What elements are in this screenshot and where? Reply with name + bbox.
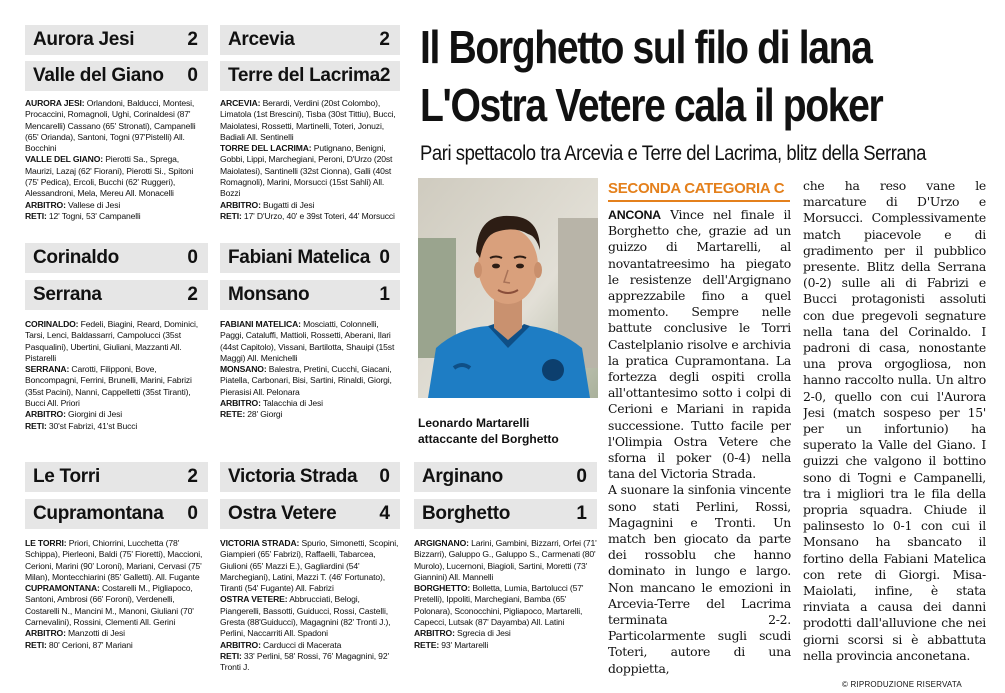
goals: RETI: 17' D'Urzo, 40' e 39st Toteri, 44' Morsucci <box>220 210 395 221</box>
away-score: 1 <box>379 284 390 305</box>
home-team: Victoria Strada <box>228 466 358 487</box>
article-paragraph: ANCONA Vince nel finale il Borghetto che, grazie ad un guizzo di Martarelli, al novantatreesimo ha piegato le resistenze dell'Argignano apprezzabile fino a quel momento. Sempre nelle battute conclusive le Torri Castelplanio risolve e archivia la pratica Cupramontana. La fortezza degli ospiti crolla all'ottantesimo sotto i colpi di Cerioni e Mariani in rapida successione. Tutto facile per l'Olimpia Ostra Vetere che sforna il poker (0-4) nella tana del Victoria Strada. <box>608 207 791 482</box>
goals: RETI: 12' Togni, 53' Campanelli <box>25 210 141 221</box>
home-score: 0 <box>187 247 198 268</box>
home-score-box <box>220 462 400 492</box>
caption-role: attaccante del Borghetto <box>418 432 559 446</box>
goals: RETE: 93' Martarelli <box>414 639 489 650</box>
lineup-away: MONSANO: Balestra, Pretini, Cucchi, Giacani, Piatella, Carbonari, Bisi, Sartini, Rinaldi, Giorgi, Pierasisi All. Pelonara <box>220 364 392 397</box>
home-score-box <box>25 462 208 492</box>
home-score-box <box>220 25 400 55</box>
match-details <box>25 319 208 445</box>
home-team: Corinaldo <box>33 247 119 268</box>
category-label: SECONDA CATEGORIA C <box>608 180 785 197</box>
away-score: 0 <box>187 65 198 86</box>
lineup-home: ARGIGNANO: Larini, Gambini, Bizzarri, Orfei (71' Bizzarri), Galuppo G., Galuppo S., Carmenati (80' Murolo), Lucernoni, Biagioli, Sartini, Moretti (73' Giannini) All. Mannelli <box>414 538 597 582</box>
goals: RETI: 30'st Fabrizi, 41'st Bucci <box>25 420 138 431</box>
referee: ARBITRO: Giorgini di Jesi <box>25 409 123 420</box>
dateline: ANCONA <box>608 208 661 222</box>
referee: ARBITRO: Manzotti di Jesi <box>25 628 125 639</box>
headline-line-2: L'Ostra Vetere cala il poker <box>420 79 883 131</box>
home-team: Arginano <box>422 466 503 487</box>
subheadline: Pari spettacolo tra Arcevia e Terre del Lacrima, blitz della Serrana <box>420 142 926 165</box>
away-team: Terre del Lacrima <box>228 65 380 86</box>
article-paragraph: A suonare la sinfonia vincente sono stati Perlini, Rossi, Magagnini e Tronti. Un match ben giocato da parte dei rossoblu che hanno dominato in lungo e largo. Non mancano le emozioni in Arcevia-Terre del Lacrima terminata 2-2. Particolarmente sugli scudi Toteri, autore di una doppietta, <box>608 482 791 676</box>
home-team: Arcevia <box>228 29 295 50</box>
referee: ARBITRO: Sgrecia di Jesi <box>414 628 511 639</box>
away-score-box <box>25 499 208 529</box>
lineup-away: TORRE DEL LACRIMA: Putignano, Benigni, Gobbi, Lippi, Marchegiani, Peroni, D'Urzo (20st Maiolatesi), Santinelli (32st Cionna), Galli (40st Romagnoli), Marini, Morsucci (15st Sahli) All. Bozzi <box>220 143 393 199</box>
referee: ARBITRO: Bugatti di Jesi <box>220 199 315 210</box>
home-score: 0 <box>379 466 390 487</box>
away-score-box <box>414 499 597 529</box>
away-team: Monsano <box>228 284 310 305</box>
article-paragraph: che ha reso vane le marcature di D'Urzo e Morsucci. Complessivamente match piacevole e di gradimento per il pubblico presente. Blitz della Serrana (0-2) sulle ali di Fabrizi e Bucci protagonisti assoluti con due pregevoli segnature nella tana del Corinaldo. I padroni di casa, nonostante una prova orgogliosa, non hanno raccolto nulla. Un altro 2-0, quello con cui l'Aurora Jesi (match sospeso per 15' per un infortunio) ha superato la Valle del Giano. I guizzi che valgono il bottino sono di Togni e Campanelli, tra i migliori tra le fila della propria squadra. Chiude il palinsesto lo 0-1 con cui il Monsano ha sbancato il fortino della Fabiani Matelica con rete di Giorgi. Misa-Maiolati, infine, è stata rinviata a causa dei danni prodotti dall'alluvione che nei giorni scorsi si è abbattuta nella provincia anconetana. <box>803 178 986 663</box>
copyright-notice: © RIPRODUZIONE RISERVATA <box>842 680 962 689</box>
photo-caption <box>418 415 608 447</box>
home-score: 0 <box>576 466 587 487</box>
goals: RETE: 28' Giorgi <box>220 409 283 420</box>
referee: ARBITRO: Vallese di Jesi <box>25 199 121 210</box>
referee: ARBITRO: Carducci di Macerata <box>220 639 342 650</box>
away-score: 2 <box>187 284 198 305</box>
goals: RETI: 80' Cerioni, 87' Mariani <box>25 639 133 650</box>
home-score: 2 <box>187 29 198 50</box>
referee: ARBITRO: Talacchia di Jesi <box>220 398 323 409</box>
away-score-box <box>25 280 208 310</box>
lineup-away: CUPRAMONTANA: Costarelli M., Pigliapoco, Santoni, Ambrosi (66' Foroni), Verdenelli, Costarelli N., Mancini M., Manoni, Giuliani (70' Carnevalini), Rossini, Clementi All. Gerini <box>25 583 194 628</box>
lineup-home: CORINALDO: Fedeli, Biagini, Reard, Dominici, Tarsi, Lenci, Baldassarri, Campolucci (35st Pasqualini), Ubertini, Giuliani, Mazzanti All. Pistarelli <box>25 319 198 363</box>
lineup-home: ARCEVIA: Berardi, Verdini (20st Colombo), Limatola (1st Brescini), Tisba (30st Tittiu), Bucci, Maiolatesi, Rossetti, Martinelli, Toteri, Jonuzi, Badiali All. Sentinelli <box>220 98 396 142</box>
home-team: Le Torri <box>33 466 100 487</box>
away-team: Serrana <box>33 284 102 305</box>
lineup-away: SERRANA: Carotti, Filipponi, Bove, Boncompagni, Ferrini, Brunelli, Marini, Fabrizi (35st Pacini), Nanni, Cappelletti (35st Tiranti), Bucci All. Priori <box>25 364 192 409</box>
away-team: Borghetto <box>422 503 511 524</box>
article-column-2 <box>803 178 986 678</box>
home-team: Fabiani Matelica <box>228 247 370 268</box>
headline-line-1: Il Borghetto sul filo di lana <box>420 21 872 73</box>
away-team: Cupramontana <box>33 503 164 524</box>
away-score-box <box>25 61 208 91</box>
away-team: Valle del Giano <box>33 65 164 86</box>
home-score: 2 <box>187 466 198 487</box>
home-score-box <box>220 243 400 273</box>
match-details <box>25 538 208 672</box>
home-score-box <box>414 462 597 492</box>
lineup-home: LE TORRI: Priori, Chiorrini, Lucchetta (78' Schippa), Pierleoni, Baldi (75' Fioretti), Maccioni, Cerioni, Marini (90' Loroni), Mariani, Cervasi (75' Milan), Montecchiarini (85' Galletti). All. Fugante <box>25 538 203 582</box>
article-column-1 <box>608 207 791 677</box>
match-details <box>220 319 400 445</box>
away-score-box <box>220 499 400 529</box>
lineup-away: OSTRA VETERE: Abbrucciati, Belogi, Piangerelli, Bassotti, Guiducci, Rossi, Castelli, Gresta (88'Guiducci), Magagnini (82' Tronti J.), Perlini, Naccarriti All. Spadoni <box>220 594 391 639</box>
player-photo <box>418 178 598 398</box>
away-score-box <box>220 280 400 310</box>
home-score: 2 <box>379 29 390 50</box>
away-score: 1 <box>576 503 587 524</box>
caption-name: Leonardo Martarelli <box>418 416 530 430</box>
player-portrait-image <box>418 178 598 398</box>
away-score-box <box>220 61 400 91</box>
home-score-box <box>25 243 208 273</box>
lineup-home: FABIANI MATELICA: Mosciatti, Colonnelli, Paggi, Cataluffi, Mattioli, Rossetti, Aberani, Ilari (44st Capitolo), Vissani, Bartilotta, Shauipi (15st Maggi) All. Menichelli <box>220 319 395 363</box>
home-score: 0 <box>379 247 390 268</box>
category-rule <box>608 200 790 202</box>
lineup-away: VALLE DEL GIANO: Pierotti Sa., Sprega, Maurizi, Lazaj (62' Fiorani), Pierotti Si., Spitoni (75' Pedica), Ercoli, Bucchi (62' Ruggeri), Alessandroni, Mela, Mereu All. Monacelli <box>25 154 194 199</box>
lineup-home: AURORA JESI: Orlandoni, Balducci, Montesi, Procaccini, Romagnoli, Ughi, Corinaldesi (87' Mencarelli) Cassano (65' Stronati), Campanelli (65' Orianda), Santoni, Togni (97'Pistelli) All. Bocchini <box>25 98 196 154</box>
home-team: Aurora Jesi <box>33 29 135 50</box>
home-score-box <box>25 25 208 55</box>
away-score: 0 <box>187 503 198 524</box>
lineup-away: BORGHETTO: Bolletta, Lumia, Bartolucci (57' Pretelli), Ippoliti, Marchegiani, Bamba (65' Polonara), Sconocchini, Pigliapoco, Martarelli, Capecci, Lutsak (87' Dayamba) All. Latini <box>414 583 584 628</box>
away-score: 4 <box>379 503 390 524</box>
lineup-home: VICTORIA STRADA: Spurio, Simonetti, Scopini, Giampieri (65' Fabrizi), Raffaelli, Tabarcea, Giulioni (65' Mazzi E.), Gagliardini (54' Marchegiani), Latini, Mazzi T. (46' Fortunato), Tiranti (54' Fugante) All. Fabrizi <box>220 538 399 594</box>
goals: RETI: 33' Perlini, 58' Rossi, 76' Magagnini, 92' Tronti J. <box>220 650 389 672</box>
away-team: Ostra Vetere <box>228 503 337 524</box>
match-details <box>414 538 597 672</box>
match-details <box>220 98 400 228</box>
match-details <box>220 538 400 672</box>
match-details <box>25 98 208 228</box>
away-score: 2 <box>379 65 391 86</box>
